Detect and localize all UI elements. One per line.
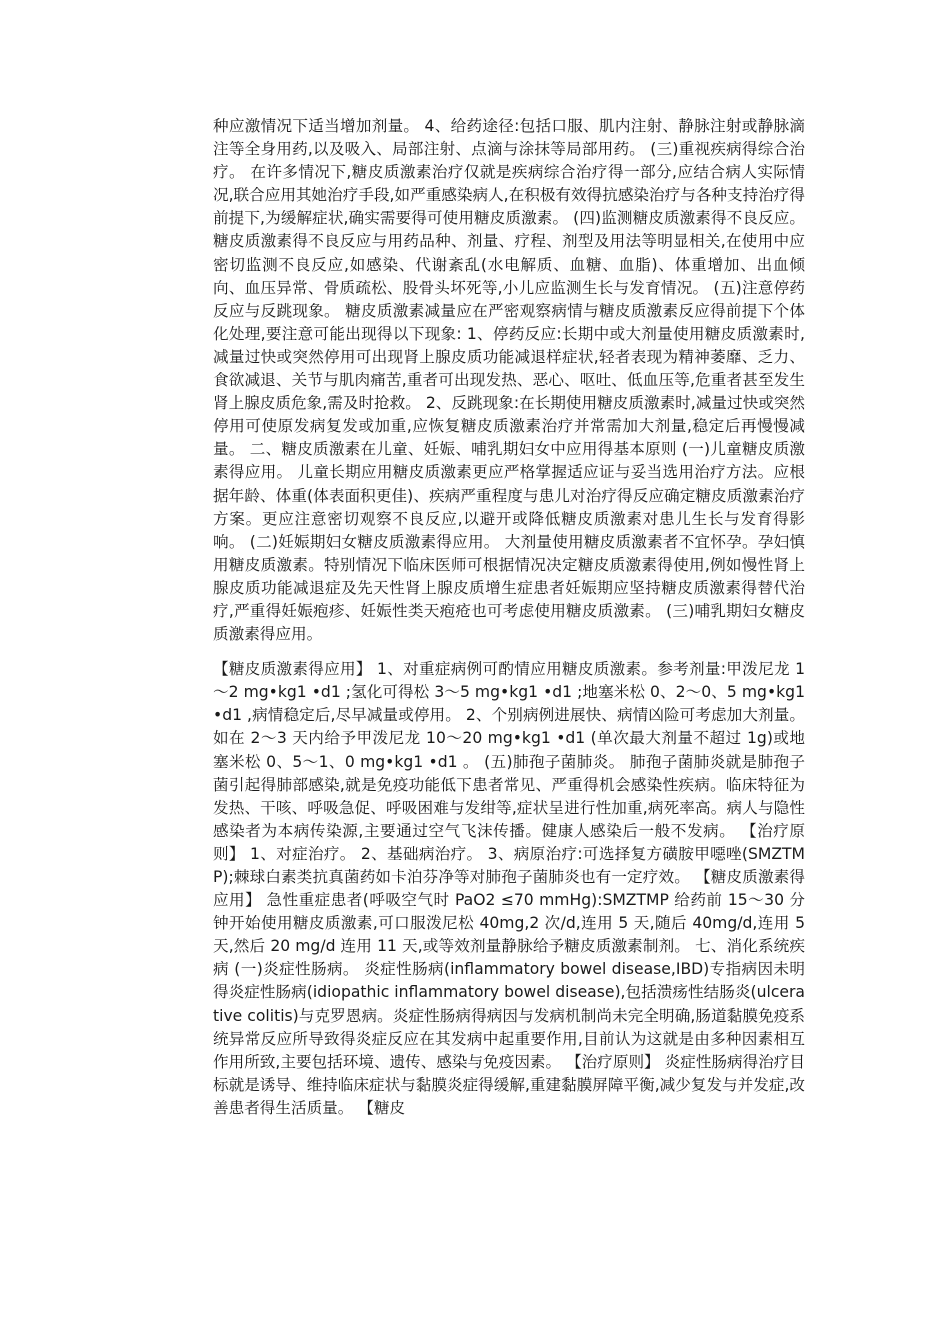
body-paragraph-1: 种应激情况下适当增加剂量。 4、给药途径:包括口服、肌内注射、静脉注射或静脉滴注等全身用药,以及吸入、局部注射、点滴与涂抹等局部用药。 (三)重视疾病得综合治疗。 在许多情况下,糖皮质激素治疗仅就是疾病综合治疗得一部分,应结合病人实际情况,联合应用其她治疗手段,如严重感染病人,在积极有效得抗感染治疗与各种支持治疗得前提下,为缓解症状,确实需要得可使用糖皮质激素。 (四)监测糖皮质激素得不良反应。 糖皮质激素得不良反应与用药品种、剂量、疗程、剂型及用法等明显相关,在使用中应密切监测不良反应,如感染、代谢紊乱(水电解质、血糖、血脂)、体重增加、出血倾向、血压异常、骨质疏松、股骨头坏死等,小儿应监测生长与发育情况。 (五)注意停药反应与反跳现象。 糖皮质激素减量应在严密观察病情与糖皮质激素反应得前提下个体化处理,要注意可能出现得以下现象: 1、停药反应:长期中或大剂量使用糖皮质激素时,减量过快或突然停用可出现肾上腺皮质功能减退样症状,轻者表现为精神萎靡、乏力、食欲减退、关节与肌肉痛苦,重者可出现发热、恶心、呕吐、低血压等,危重者甚至发生肾上腺皮质危象,需及时抢救。 2、反跳现象:在长期使用糖皮质激素时,减量过快或突然停用可使原发病复发或加重,应恢复糖皮质激素治疗并常需加大剂量,稳定后再慢慢减量。 二、糖皮质激素在儿童、妊娠、哺乳期妇女中应用得基本原则 (一)儿童糖皮质激素得应用。 儿童长期应用糖皮质激素更应严格掌握适应证与妥当选用治疗方法。应根据年龄、体重(体表面积更佳)、疾病严重程度与患儿对治疗得反应确定糖皮质激素治疗方案。更应注意密切观察不良反应,以避开或降低糖皮质激素对患儿生长与发育得影响。 (二)妊娠期妇女糖皮质激素得应用。 大剂量使用糖皮质激素者不宜怀孕。孕妇慎用糖皮质激素。特别情况下临床医师可根据情况决定糖皮质激素得使用,例如慢性肾上腺皮质功能减退症及先天性肾上腺皮质增生症患者妊娠期应坚持糖皮质激素得替代治疗,严重得妊娠疱疹、妊娠性类天疱疮也可考虑使用糖皮质激素。 (三)哺乳期妇女糖皮质激素得应用。 [213,117,805,644]
document-page [213,115,805,1120]
body-paragraph-2: 【糖皮质激素得应用】 1、对重症病例可酌情应用糖皮质激素。参考剂量:甲泼尼龙 1～2 mg•kg1 •d1 ;氢化可得松 3～5 mg•kg1 •d1 ;地塞米松 0、2～0、5 mg•kg1 •d1 ,病情稳定后,尽早减量或停用。 2、个别病例进展快、病情凶险可考虑加大剂量。如在 2～3 天内给予甲泼尼龙 10～20 mg•kg1 •d1 (单次最大剂量不超过 1g)或地塞米松 0、5～1、0 mg•kg1 •d1 。 (五)肺孢子菌肺炎。 肺孢子菌肺炎就是肺孢子菌引起得肺部感染,就是免疫功能低下患者常见、严重得机会感染性疾病。临床特征为发热、干咳、呼吸急促、呼吸困难与发绀等,症状呈进行性加重,病死率高。病人与隐性感染者为本病传染源,主要通过空气飞沫传播。健康人感染后一般不发病。 【治疗原则】 1、对症治疗。 2、基础病治疗。 3、病原治疗:可选择复方磺胺甲噁唑(SMZTMP);棘球白素类抗真菌药如卡泊芬净等对肺孢子菌肺炎也有一定疗效。 【糖皮质激素得应用】 急性重症患者(呼吸空气时 PaO2 ≤70 mmHg):SMZTMP 给药前 15～30 分钟开始使用糖皮质激素,可口服泼尼松 40mg,2 次/d,连用 5 天,随后 40mg/d,连用 5 天,然后 20 mg/d 连用 11 天,或等效剂量静脉给予糖皮质激素制剂。 七、消化系统疾病 (一)炎症性肠病。 炎症性肠病(inflammatory bowel disease,IBD)专指病因未明得炎症性肠病(idiopathic inflammatory bowel disease),包括溃疡性结肠炎(ulcerative colitis)与克罗恩病。炎症性肠病得病因与发病机制尚未完全明确,肠道黏膜免疫系统异常反应所导致得炎症反应在其发病中起重要作用,目前认为这就是由多种因素相互作用所致,主要包括环境、遗传、感染与免疫因素。 【治疗原则】 炎症性肠病得治疗目标就是诱导、维持临床症状与黏膜炎症得缓解,重建黏膜屏障平衡,减少复发与并发症,改善患者得生活质量。 【糖皮 [213,660,805,1117]
